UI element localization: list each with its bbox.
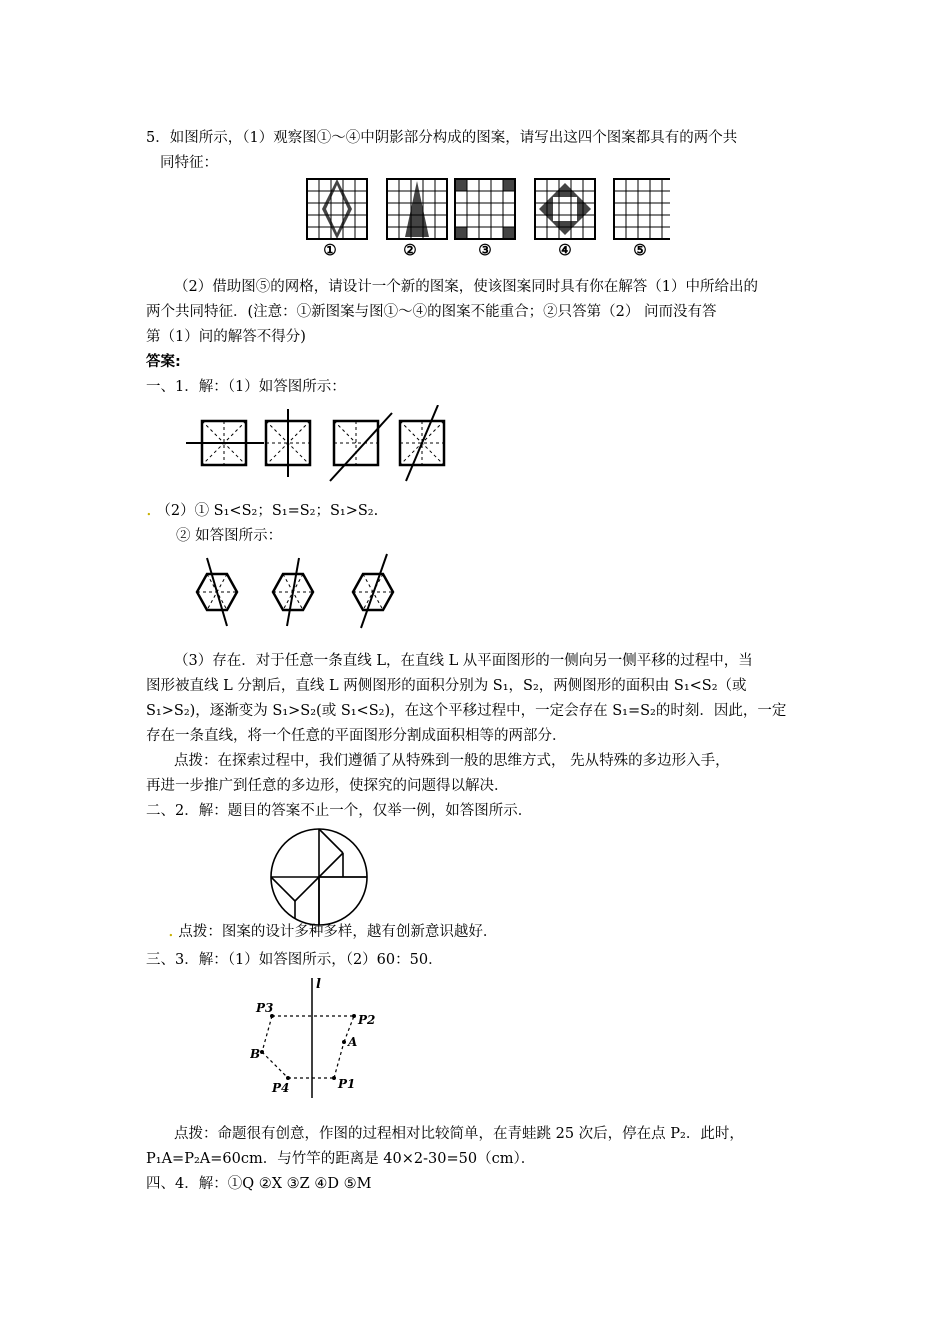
q5-part2-line1: （2）借助图⑤的网格，请设计一个新的图案，使该图案同时具有你在解答（1）中所给出的 [174, 279, 758, 295]
q5-part2-line2: 两个共同特征．(注意：①新图案与图①～④的图案不能重合；②只答第（2） 问而没有答 [146, 304, 717, 320]
a1-part3-line2: 图形被直线 L 分割后，直线 L 两侧图形的面积分别为 S₁，S₂，两侧图形的面积由 S₁<S₂（或 [146, 678, 747, 694]
grid-figure-4 [535, 179, 595, 239]
a3-hint-line2: P₁A=P₂A=60cm．与竹竿的距离是 40×2-30=50（cm）． [146, 1151, 536, 1167]
grid-label-2: ② [403, 241, 417, 258]
a1-part2b: ② 如答图所示： [176, 528, 283, 544]
a1-hexagons-figure [185, 552, 425, 632]
a4-line: 四、4．解：①Q ②X ③Z ④D ⑤M [146, 1176, 372, 1192]
a1-part3-line3: S₁>S₂)，逐渐变为 S₁>S₂(或 S₁<S₂)，在这个平移过程中，一定会存在 S₁=S₂的时刻．因此，一定 [146, 703, 787, 719]
a1-part2-text: （2）① S₁<S₂；S₁=S₂；S₁>S₂. [156, 503, 379, 519]
label-p4: P4 [272, 1081, 290, 1095]
grid-label-4: ④ [558, 241, 572, 258]
q5-part2-line3: 第（1）问的解答不得分) [146, 329, 306, 345]
a2-hint [168, 921, 497, 942]
a3-pole-figure [250, 974, 380, 1104]
grid-figure-1 [307, 179, 367, 239]
a1-line: 一、1．解：（1）如答图所示： [146, 379, 346, 395]
grid-figure-2 [387, 179, 447, 239]
a1-hint-line2: 再进一步推广到任意的多边形，使探究的问题得以解决． [146, 778, 509, 794]
q5-line2: 同特征： [160, 155, 218, 171]
a3-hint-line1: 点拨：命题很有创意，作图的过程相对比较简单，在青蛙跳 25 次后，停在点 P₂．此时， [174, 1126, 744, 1142]
margin-dot: . [168, 920, 174, 941]
label-a: A [348, 1035, 358, 1049]
a2-hint-text: 点拨：图案的设计多种多样，越有创新意识越好． [178, 924, 498, 940]
q5-grid-figures [300, 176, 670, 258]
label-p1: P1 [338, 1077, 356, 1091]
margin-dot: . [146, 499, 152, 520]
a1-part3-line4: 存在一条直线，将一个任意的平面图形分割成面积相等的两部分． [146, 728, 567, 744]
label-b: B [250, 1047, 261, 1061]
a1-part3-line1: （3）存在．对于任意一条直线 L，在直线 L 从平面图形的一侧向另一侧平移的过程中，当 [174, 653, 753, 669]
label-p2: P2 [358, 1013, 376, 1027]
a1-part2 [146, 500, 378, 521]
a3-line: 三、3．解：（1）如答图所示，（2）60：50． [146, 952, 443, 968]
a1-hint-line1: 点拨：在探索过程中，我们遵循了从特殊到一般的思维方式， 先从特殊的多边形入手， [174, 753, 730, 769]
grid-label-3: ③ [478, 241, 492, 258]
a2-circle-figure [268, 826, 370, 928]
grid-figure-5 [614, 179, 670, 239]
a2-line: 二、2．解：题目的答案不止一个，仅举一例，如答图所示． [146, 803, 533, 819]
grid-label-1: ① [323, 241, 337, 258]
q5-line1: 5．如图所示，（1）观察图①～④中阴影部分构成的图案，请写出这四个图案都具有的两个共 [146, 130, 738, 146]
label-p3: P3 [256, 1001, 274, 1015]
answers-heading: 答案: [146, 354, 181, 370]
a1-squares-figure [180, 405, 460, 485]
grid-label-5: ⑤ [633, 241, 647, 258]
label-l: l [316, 977, 321, 992]
grid-figure-3 [455, 179, 515, 239]
